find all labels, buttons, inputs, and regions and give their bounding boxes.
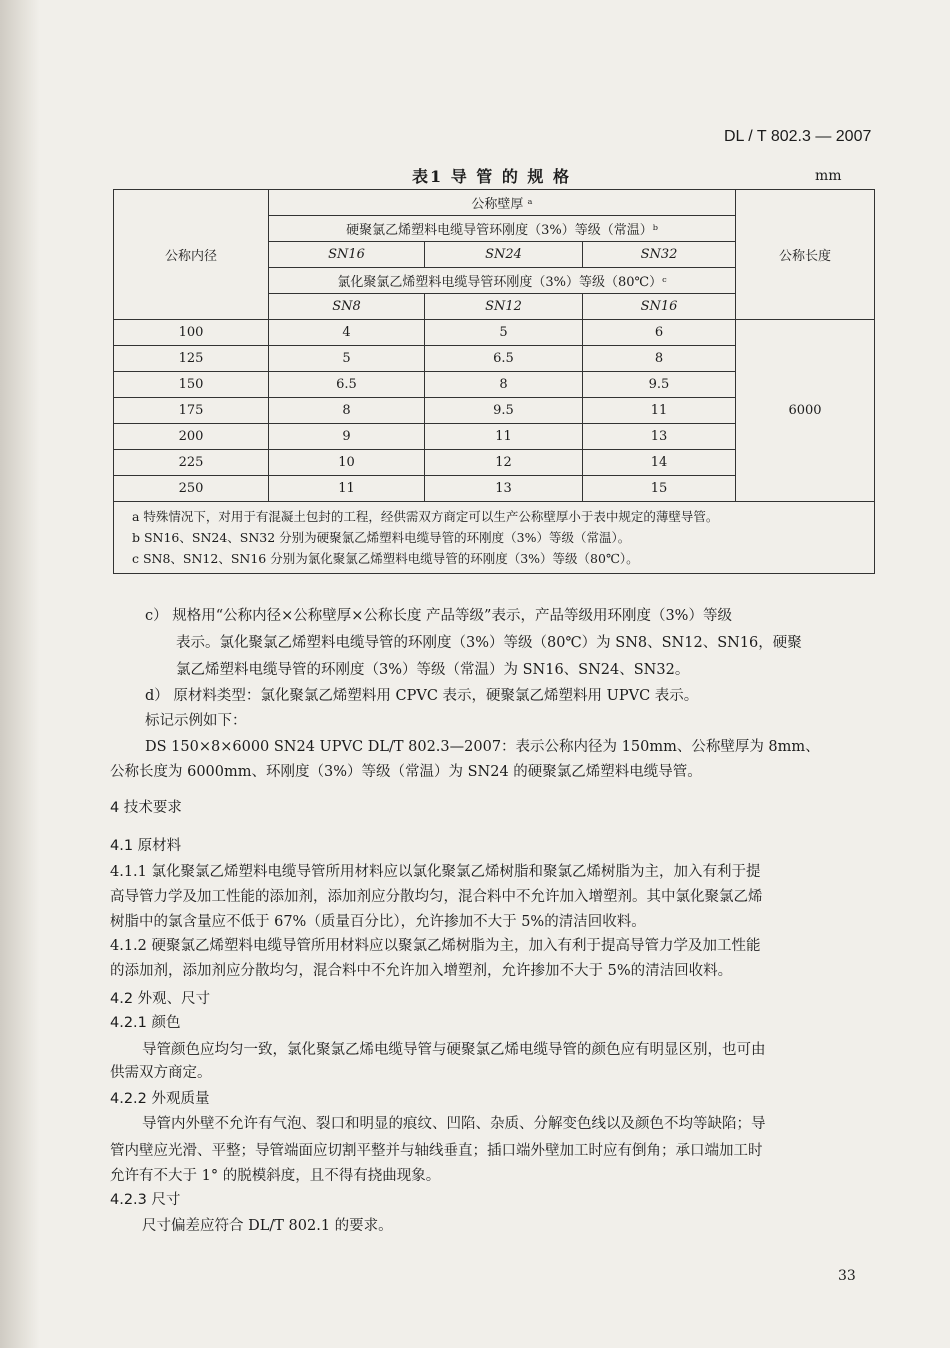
header-length: 公称长度 <box>736 190 875 320</box>
diameter-cell: 225 <box>114 450 269 476</box>
standard-number-header: DL / T 802.3 — 2007 <box>724 128 872 145</box>
paragraph-line: 导管颜色应均匀一致，氯化聚氯乙烯电缆导管与硬聚氯乙烯电缆导管的颜色应有明显区别，也可由 <box>142 1042 766 1058</box>
table-unit: mm <box>815 168 842 184</box>
thickness-cell: 14 <box>583 450 736 476</box>
table-note: b SN16、SN24、SN32 分别为硬聚氯乙烯塑料电缆导管的环刚度（3%）等级（常温）。 <box>132 530 631 545</box>
page-number: 33 <box>838 1268 856 1284</box>
section-heading: 4.2.3 尺寸 <box>110 1192 181 1208</box>
paragraph-line: 4.1.2 硬聚氯乙烯塑料电缆导管所用材料应以聚氯乙烯树脂为主，加入有利于提高导管力学及加工性能 <box>110 938 761 954</box>
thickness-cell: 11 <box>269 476 425 502</box>
table-row <box>114 320 875 346</box>
length-cell: 6000 <box>736 320 875 502</box>
paragraph-line: 高导管力学及加工性能的添加剂，添加剂应分散均匀，混合料中不允许加入增塑剂。其中氯化聚氯乙烯 <box>110 889 763 905</box>
thickness-cell: 6.5 <box>269 372 425 398</box>
section-heading: 4 技术要求 <box>110 800 182 816</box>
header-upvc-grade: 硬聚氯乙烯塑料电缆导管环刚度（3%）等级（常温）ᵇ <box>269 216 736 242</box>
upvc-grade-cell: SN24 <box>425 242 583 268</box>
thickness-cell: 4 <box>269 320 425 346</box>
diameter-cell: 150 <box>114 372 269 398</box>
paragraph-line: 供需双方商定。 <box>110 1065 212 1081</box>
header-inner-diameter: 公称内径 <box>114 190 269 320</box>
clause-c-line: 氯乙烯塑料电缆导管的环刚度（3%）等级（常温）为 SN16、SN24、SN32。 <box>176 662 690 678</box>
paragraph-line: 树脂中的氯含量应不低于 67%（质量百分比），允许掺加不大于 5%的清洁回收料。 <box>110 914 646 930</box>
clause-c-line: c） 规格用“公称内径×公称壁厚×公称长度 产品等级”表示，产品等级用环刚度（3%）等级 <box>145 608 732 624</box>
upvc-grade-cell: SN16 <box>269 242 425 268</box>
clause-c-line: 表示。氯化聚氯乙烯塑料电缆导管的环刚度（3%）等级（80℃）为 SN8、SN12、SN16，硬聚 <box>176 635 802 651</box>
upvc-grade-cell: SN32 <box>583 242 736 268</box>
thickness-cell: 11 <box>425 424 583 450</box>
section-heading: 4.2.1 颜色 <box>110 1015 181 1031</box>
section-heading: 4.2 外观、尺寸 <box>110 991 211 1007</box>
paragraph-line: 允许有不大于 1° 的脱模斜度，且不得有挠曲现象。 <box>110 1168 441 1184</box>
diameter-cell: 250 <box>114 476 269 502</box>
diameter-cell: 175 <box>114 398 269 424</box>
pipe-spec-table <box>113 189 875 574</box>
thickness-cell: 11 <box>583 398 736 424</box>
table-caption: 表1 导 管 的 规 格 <box>412 167 571 186</box>
diameter-cell: 100 <box>114 320 269 346</box>
paragraph-line: 尺寸偏差应符合 DL/T 802.1 的要求。 <box>142 1218 393 1234</box>
marking-example-line: DS 150×8×6000 SN24 UPVC DL/T 802.3—2007：表示公称内径为 150mm、公称壁厚为 8mm、 <box>145 739 820 755</box>
thickness-cell: 12 <box>425 450 583 476</box>
diameter-cell: 125 <box>114 346 269 372</box>
paragraph-line: 的添加剂，添加剂应分散均匀，混合料中不允许加入增塑剂，允许掺加不大于 5%的清洁回收料。 <box>110 963 733 979</box>
marking-example-label: 标记示例如下： <box>145 713 247 729</box>
thickness-cell: 6 <box>583 320 736 346</box>
header-cpvc-grade: 氯化聚氯乙烯塑料电缆导管环刚度（3%）等级（80℃）ᶜ <box>269 268 736 294</box>
thickness-cell: 9.5 <box>583 372 736 398</box>
thickness-cell: 9.5 <box>425 398 583 424</box>
paragraph-line: 4.1.1 氯化聚氯乙烯塑料电缆导管所用材料应以氯化聚氯乙烯树脂和聚氯乙烯树脂为主，加入有利于提 <box>110 864 761 880</box>
section-heading: 4.2.2 外观质量 <box>110 1091 210 1107</box>
paragraph-line: 管内壁应光滑、平整；导管端面应切割平整并与轴线垂直；插口端外壁加工时应有倒角；承口端加工时 <box>110 1143 763 1159</box>
thickness-cell: 13 <box>425 476 583 502</box>
paragraph-line: 导管内外壁不允许有气泡、裂口和明显的痕纹、凹陷、杂质、分解变色线以及颜色不均等缺陷；导 <box>142 1116 766 1132</box>
thickness-cell: 8 <box>583 346 736 372</box>
thickness-cell: 9 <box>269 424 425 450</box>
table-note: c SN8、SN12、SN16 分别为氯化聚氯乙烯塑料电缆导管的环刚度（3%）等级（80℃）。 <box>132 551 639 566</box>
thickness-cell: 10 <box>269 450 425 476</box>
thickness-cell: 5 <box>425 320 583 346</box>
table-note: a 特殊情况下，对用于有混凝土包封的工程，经供需双方商定可以生产公称壁厚小于表中规定的薄壁导管。 <box>132 509 719 524</box>
cpvc-grade-cell: SN12 <box>425 294 583 320</box>
thickness-cell: 5 <box>269 346 425 372</box>
page-binding-edge <box>0 0 40 1348</box>
table-notes <box>114 502 875 574</box>
thickness-cell: 15 <box>583 476 736 502</box>
section-heading: 4.1 原材料 <box>110 838 182 854</box>
cpvc-grade-cell: SN16 <box>583 294 736 320</box>
thickness-cell: 8 <box>425 372 583 398</box>
cpvc-grade-cell: SN8 <box>269 294 425 320</box>
thickness-cell: 13 <box>583 424 736 450</box>
thickness-cell: 8 <box>269 398 425 424</box>
header-wall-thickness: 公称壁厚 ᵃ <box>269 190 736 216</box>
clause-d-line: d） 原材料类型：氯化聚氯乙烯塑料用 CPVC 表示，硬聚氯乙烯塑料用 UPVC 表示。 <box>145 688 699 704</box>
marking-example-line: 公称长度为 6000mm、环刚度（3%）等级（常温）为 SN24 的硬聚氯乙烯塑料电缆导管。 <box>110 764 702 780</box>
thickness-cell: 6.5 <box>425 346 583 372</box>
diameter-cell: 200 <box>114 424 269 450</box>
